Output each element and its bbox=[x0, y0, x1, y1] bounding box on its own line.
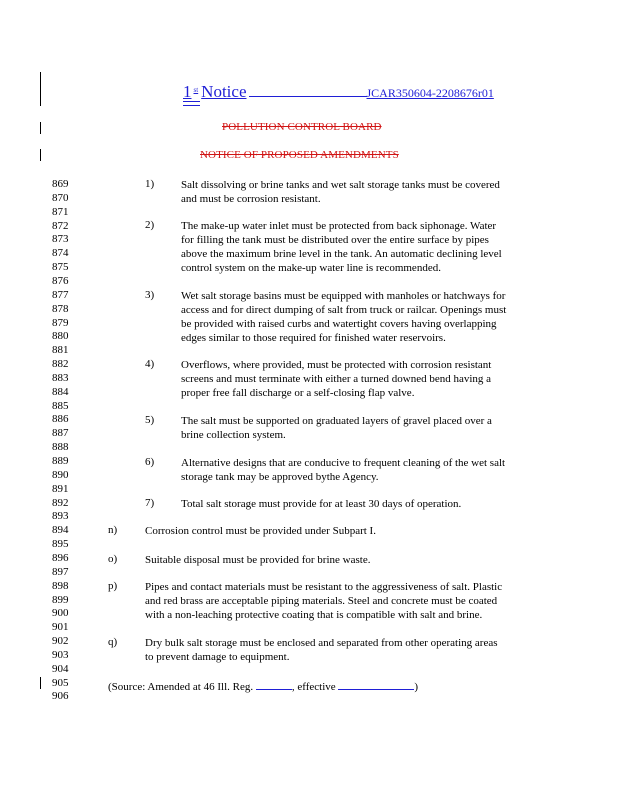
source-prefix: (Source: Amended at 46 Ill. Reg. bbox=[108, 681, 254, 693]
notice-header bbox=[183, 82, 494, 102]
item-text bbox=[181, 414, 492, 442]
item-text-line: brine collection system. bbox=[181, 429, 286, 441]
line-number: 894 bbox=[52, 524, 69, 537]
item-label: o) bbox=[108, 553, 118, 565]
item-label: 3) bbox=[145, 289, 155, 301]
notice-title: Notice bbox=[201, 82, 247, 101]
item-text-line: Total salt storage must provide for at least 30 days of operation. bbox=[181, 498, 462, 510]
line-number: 886 bbox=[52, 413, 69, 426]
item-text-line: Pipes and contact materials must be resistant to the aggressiveness of salt. Plastic bbox=[145, 581, 503, 593]
line-number: 891 bbox=[52, 482, 69, 495]
item-text bbox=[145, 580, 502, 622]
header-double-underline bbox=[183, 101, 200, 106]
item-text-line: Overflows, where provided, must be protected with corrosion resistant bbox=[181, 359, 492, 371]
ill-reg-blank bbox=[256, 679, 292, 690]
item-text-line: to prevent damage to equipment. bbox=[145, 651, 290, 663]
line-number: 882 bbox=[52, 358, 69, 371]
item-text-line: for filling the tank must be distributed over the entire surface by pipes bbox=[181, 234, 489, 246]
line-number: 871 bbox=[52, 205, 69, 218]
item-text-line: control system on the make-up water line is recommended. bbox=[181, 262, 441, 274]
item-text bbox=[145, 553, 370, 567]
line-number: 899 bbox=[52, 593, 69, 606]
line-number: 884 bbox=[52, 385, 69, 398]
item-text-line: storage tank may be approved bythe Agency. bbox=[181, 471, 379, 483]
line-number: 881 bbox=[52, 344, 69, 357]
item-text-line: proper free fall discharge or a self-closing flap valve. bbox=[181, 387, 415, 399]
item-label: n) bbox=[108, 524, 118, 536]
line-number: 877 bbox=[52, 288, 69, 301]
line-number: 883 bbox=[52, 371, 69, 384]
line-number: 889 bbox=[52, 455, 69, 467]
item-text bbox=[181, 358, 491, 400]
item-text-line: above the maximum brine level in the tank. An automatic declining level bbox=[181, 248, 502, 260]
line-number: 878 bbox=[52, 302, 69, 315]
line-number: 875 bbox=[52, 261, 69, 274]
item-text-line: Dry bulk salt storage must be enclosed and separated from other operating areas bbox=[145, 637, 498, 649]
item-text-line: Salt dissolving or brine tanks and wet salt storage tanks must be covered bbox=[181, 179, 500, 191]
item-text-line: and must be corrosion resistant. bbox=[181, 193, 321, 205]
item-text-line: Alternative designs that are conducive to frequent cleaning of the wet salt bbox=[181, 457, 506, 469]
line-number: 890 bbox=[52, 468, 69, 481]
item-text bbox=[181, 289, 506, 345]
effective-date-blank bbox=[338, 679, 414, 690]
notice-number: 1 bbox=[183, 82, 192, 101]
item-text bbox=[145, 636, 498, 664]
source-middle: , effective bbox=[291, 681, 336, 693]
item-text-line: access and for direct dumping of salt from truck or railcar. Openings must bbox=[181, 304, 507, 316]
line-number: 869 bbox=[52, 178, 69, 190]
line-number: 897 bbox=[52, 565, 69, 578]
item-text-line: The make-up water inlet must be protected from back siphonage. Water bbox=[181, 220, 497, 232]
line-number: 874 bbox=[52, 247, 69, 260]
item-text-line: and red brass are acceptable piping materials. Steel and concrete must be coated bbox=[145, 595, 498, 607]
item-label: 2) bbox=[145, 219, 155, 231]
source-note bbox=[108, 679, 418, 693]
line-number: 872 bbox=[52, 219, 69, 232]
item-text bbox=[181, 497, 461, 511]
line-number: 900 bbox=[52, 607, 69, 620]
item-label: 4) bbox=[145, 358, 155, 370]
board-name: POLLUTION CONTROL BOARD bbox=[222, 121, 382, 133]
header-rule bbox=[249, 82, 367, 97]
line-number: 893 bbox=[52, 510, 69, 523]
line-number: 887 bbox=[52, 427, 69, 440]
item-text-line: Corrosion control must be provided under Subpart I. bbox=[145, 525, 376, 537]
notice-heading: NOTICE OF PROPOSED AMENDMENTS bbox=[200, 149, 399, 161]
line-number: 879 bbox=[52, 316, 69, 329]
line-number: 898 bbox=[52, 579, 69, 592]
item-text bbox=[181, 456, 505, 484]
item-text-line: Suitable disposal must be provided for brine waste. bbox=[145, 554, 371, 566]
line-number: 885 bbox=[52, 399, 69, 412]
line-number: 892 bbox=[52, 496, 69, 509]
item-label: 1) bbox=[145, 178, 155, 190]
revision-bar bbox=[40, 72, 41, 106]
revision-bar bbox=[40, 677, 41, 689]
line-number: 904 bbox=[52, 662, 69, 675]
item-label: 6) bbox=[145, 456, 155, 468]
line-number: 896 bbox=[52, 551, 69, 564]
line-number: 873 bbox=[52, 233, 69, 246]
item-text-line: screens and must terminate with either a turned downed bend having a bbox=[181, 373, 492, 385]
line-number: 895 bbox=[52, 538, 69, 551]
line-number: 906 bbox=[52, 690, 69, 703]
line-number: 903 bbox=[52, 648, 69, 661]
line-number: 876 bbox=[52, 274, 69, 287]
item-label: 7) bbox=[145, 497, 155, 509]
item-text-line: with a non-leaching protective coating that is compatible with salt and brine. bbox=[145, 609, 483, 621]
item-text-line: edges similar to those required for finished water reservoirs. bbox=[181, 332, 446, 344]
revision-bar bbox=[40, 122, 41, 134]
notice-ordinal-suffix: st bbox=[193, 86, 199, 95]
revision-bar bbox=[40, 149, 41, 161]
item-text bbox=[181, 219, 502, 275]
item-label: p) bbox=[108, 580, 118, 592]
item-text-line: The salt must be supported on graduated layers of gravel placed over a bbox=[181, 415, 492, 427]
line-number: 870 bbox=[52, 191, 69, 204]
item-label: q) bbox=[108, 636, 118, 648]
item-text bbox=[181, 178, 500, 206]
item-text-line: be provided with raised curbs and watertight covers having overlapping bbox=[181, 318, 497, 330]
line-number: 888 bbox=[52, 441, 69, 454]
item-label: 5) bbox=[145, 414, 155, 426]
source-suffix: ) bbox=[414, 681, 419, 693]
item-text-line: Wet salt storage basins must be equipped with manholes or hatchways for bbox=[181, 290, 506, 302]
line-number: 901 bbox=[52, 621, 69, 634]
item-text bbox=[145, 524, 376, 538]
line-number: 905 bbox=[52, 676, 69, 689]
line-number: 902 bbox=[52, 635, 69, 648]
line-number: 880 bbox=[52, 330, 69, 343]
jcar-code: JCAR350604-2208676r01 bbox=[366, 86, 494, 100]
